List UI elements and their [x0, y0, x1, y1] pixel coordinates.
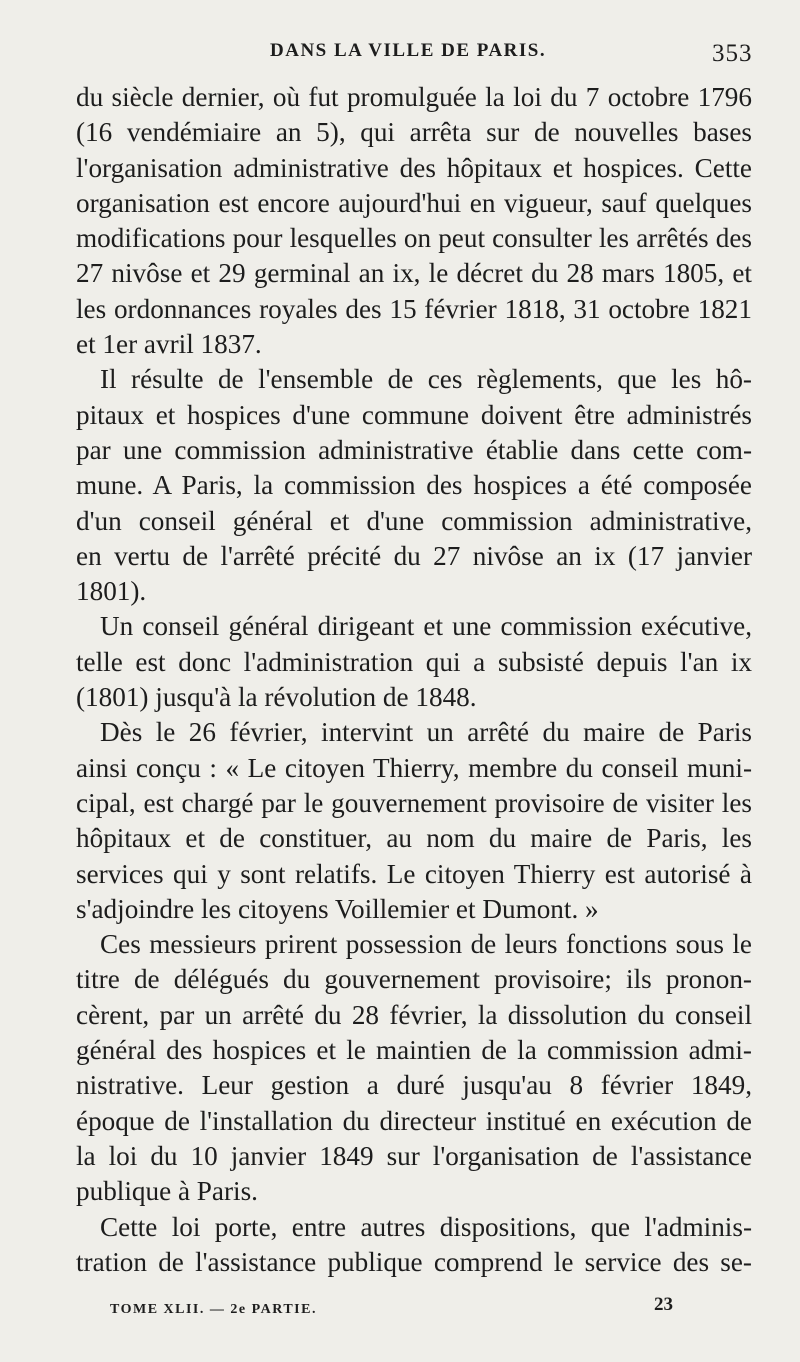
text-line: en vertu de l'arrêté précité du 27 nivôse an ix (17 janvier [76, 540, 752, 571]
text-line: par une commission administrative établie dans cette com- [76, 434, 752, 465]
text-line: modifications pour lesquelles on peut consulter les arrêtés des [76, 223, 752, 254]
text-line: d'un conseil général et d'une commission administrative, [76, 505, 752, 536]
text-line: cèrent, par un arrêté du 28 février, la dissolution du conseil [76, 999, 752, 1030]
text-line: du siècle dernier, où fut promulguée la loi du 7 octobre 1796 [76, 82, 752, 112]
text-line: cipal, est chargé par le gouvernement provisoire de visiter les [76, 787, 752, 818]
text-line: mune. A Paris, la commission des hospices a été composée [76, 470, 752, 501]
text-line: général des hospices et le maintien de la commission admi- [76, 1035, 752, 1066]
text-line: tration de l'assistance publique comprend le service des se- [76, 1246, 752, 1277]
text-line: titre de délégués du gouvernement provisoire; ils pronon- [76, 964, 752, 995]
paragraph [76, 609, 752, 715]
body-text [76, 80, 752, 1280]
text-line: nistrative. Leur gestion a duré jusqu'au 8 février 1849, [76, 1070, 752, 1101]
printer-signature: TOME XLII. — 2e PARTIE. [110, 1302, 317, 1317]
text-line: s'adjoindre les citoyens Voillemier et Dumont. » [76, 893, 599, 924]
paragraph [76, 1210, 752, 1281]
paragraph [76, 927, 752, 1209]
text-line: 27 nivôse et 29 germinal an ix, le décret du 28 mars 1805, et [76, 258, 752, 289]
text-line: Cette loi porte, entre autres dispositions, que l'adminis- [100, 1211, 752, 1242]
text-line: publique à Paris. [76, 1176, 258, 1207]
paragraph [76, 715, 752, 927]
text-line: hôpitaux et de constituer, au nom du maire de Paris, les [76, 823, 752, 854]
text-line: Ces messieurs prirent possession de leurs fonctions sous le [100, 929, 752, 960]
text-line: Dès le 26 février, intervint un arrêté du maire de Paris [100, 717, 752, 748]
text-line: 1801). [76, 576, 147, 607]
running-head [0, 36, 800, 76]
text-line: les ordonnances royales des 15 février 1818, 31 octobre 1821 [76, 293, 752, 324]
text-line: telle est donc l'administration qui a subsisté depuis l'an ix [76, 646, 752, 677]
signature-mark: 23 [654, 1294, 673, 1315]
text-line: services qui y sont relatifs. Le citoyen Thierry est autorisé à [76, 858, 752, 889]
page-number: 353 [712, 40, 753, 67]
paragraph [76, 80, 752, 362]
paragraph [76, 362, 752, 609]
text-line: ainsi conçu : « Le citoyen Thierry, membre du conseil muni- [76, 752, 752, 783]
text-line: (16 vendémiaire an 5), qui arrêta sur de nouvelles bases [76, 117, 752, 148]
text-line: la loi du 10 janvier 1849 sur l'organisation de l'assistance [76, 1140, 752, 1171]
text-line: époque de l'installation du directeur institué en exécution de [76, 1105, 752, 1136]
text-line: (1801) jusqu'à la révolution de 1848. [76, 682, 477, 713]
running-title: DANS LA VILLE DE PARIS. [270, 40, 547, 61]
text-line: organisation est encore aujourd'hui en vigueur, sauf quelques [76, 187, 752, 218]
page-footer [0, 1294, 800, 1334]
text-line: Un conseil général dirigeant et une commission exécutive, [100, 611, 752, 642]
text-line: l'organisation administrative des hôpitaux et hospices. Cette [76, 152, 752, 183]
text-line: et 1er avril 1837. [76, 329, 262, 360]
text-line: pitaux et hospices d'une commune doivent être administrés [76, 399, 752, 430]
text-line: Il résulte de l'ensemble de ces règlements, que les hô- [100, 364, 752, 395]
